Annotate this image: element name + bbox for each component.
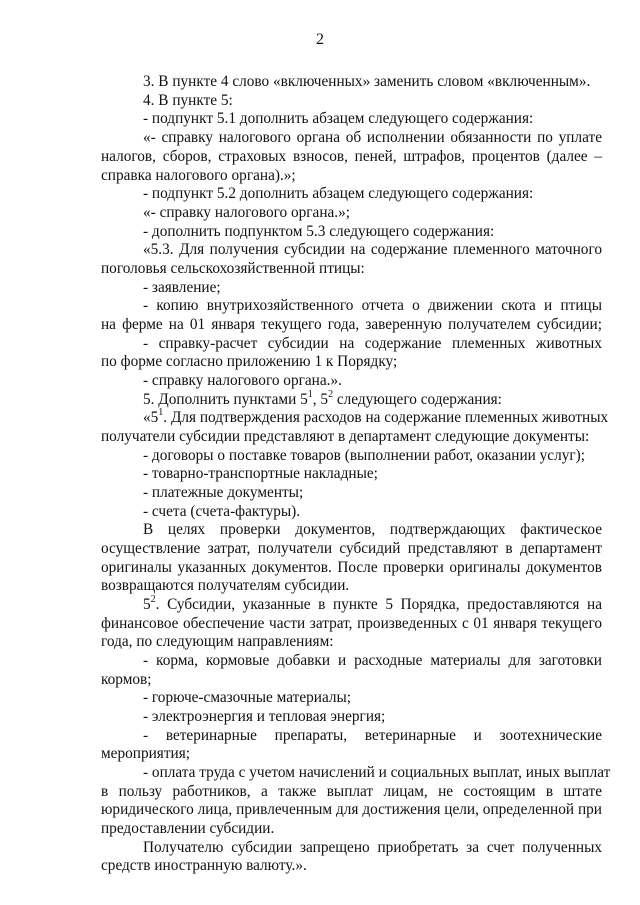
superscript: 1 [307,388,313,400]
text-line [143,204,350,222]
text-line [101,167,296,185]
line-text: средств иностранную валюту.». [101,857,307,874]
line-text: - подпункт 5.2 дополнить абзацем следующего содержания: [143,185,534,202]
line-text: - заявление; [143,279,221,296]
text-line [143,839,602,857]
line-text: осуществление затрат, получатели субсидий представляют в департамент [101,540,602,557]
line-text: - дополнить подпунктом 5.3 следующего содержания: [143,223,495,240]
line-text: 5. Дополнить пунктами 5 [143,391,308,408]
line-text: «- справку налогового органа.»; [143,204,351,221]
text-line [143,73,590,91]
line-text: В целях проверки документов, подтверждающих фактическое [143,521,602,538]
text-line [143,406,609,427]
line-text: . Для подтверждения расходов на содержание племенных животных [163,409,609,426]
line-text: кормов; [101,671,152,688]
line-text: - справку-расчет субсидии на содержание племенных животных [143,335,602,352]
text-line [143,764,610,782]
superscript: 2 [150,593,156,605]
text-line [143,297,602,315]
text-line [143,129,602,147]
text-line [101,260,365,278]
text-line [143,503,300,521]
text-line [143,92,233,110]
text-line [101,428,589,446]
text-line [143,185,533,203]
line-text: налогов, сборов, страховых взносов, пеней, штрафов, процентов (далее – [101,148,602,165]
text-line [101,353,397,371]
line-text: - справку налогового органа.». [143,372,342,389]
text-line [143,727,602,745]
line-text: - ветеринарные препараты, ветеринарные и зоотехнические [143,727,602,744]
line-text: - копию внутрихозяйственного отчета о движении скота и птицы [143,297,602,314]
text-line [143,241,602,259]
line-text: 5 [143,596,151,613]
line-text: следующего содержания: [333,391,502,408]
line-text: «- справку налогового органа об исполнении обязанности по уплате [143,129,602,146]
line-text: Получателю субсидии запрещено приобретать за счет полученных [143,839,602,856]
text-line [143,447,585,465]
text-line [143,484,303,502]
line-text: - корма, кормовые добавки и расходные материалы для заготовки [143,652,602,669]
line-text: поголовья сельскохозяйственной птицы: [101,260,365,277]
text-line [143,708,385,726]
text-line [143,652,602,670]
line-text: юридического лица, привлеченным для достижения цели, определенной при [101,801,602,818]
line-text: - платежные документы; [143,484,304,501]
line-text: 4. В пункте 5: [143,92,233,109]
text-line [101,671,152,689]
text-line [143,465,378,483]
text-line [143,689,351,707]
line-text: - товарно-транспортные накладные; [143,465,378,482]
line-text: возвращаются получателям субсидии. [101,577,350,594]
line-text: на ферме на 01 января текущего года, заверенную получателем субсидии; [101,316,602,333]
line-text: финансовое обеспечение части затрат, произведенных с 01 января текущего [101,615,602,632]
line-text: по форме согласно приложению 1 к Порядку; [101,353,398,370]
line-text: в пользу работников, а также выплат лицам, не состоящим в штате [101,783,602,800]
line-text: получатели субсидии представляют в департамент следующие документы: [101,428,590,445]
line-text: , 5 [312,391,329,408]
line-text: - оплата труда с учетом начислений и социальных выплат, иных выплат [143,764,611,781]
line-text: «5.3. Для получения субсидии на содержание племенного маточного [143,241,602,258]
text-line [101,745,190,763]
line-text: года, по следующим направлениям: [101,633,334,650]
text-line [101,316,602,334]
line-text: «5 [143,409,159,426]
text-line [101,540,602,558]
line-text: - подпункт 5.1 дополнить абзацем следующего содержания: [143,110,534,127]
page-number: 2 [316,31,324,48]
line-text: - счета (счета-фактуры). [143,503,301,520]
text-line [143,110,533,128]
text-line [101,559,602,577]
line-text: справка налогового органа).»; [101,167,296,184]
text-line [101,820,274,838]
line-text: . Субсидии, указанные в пункте 5 Порядка, предоставляются на [155,596,602,613]
line-text: - договоры о поставке товаров (выполнении работ, оказании услуг); [143,447,585,464]
superscript: 1 [158,406,164,418]
text-line [101,615,602,633]
line-text: оригиналы указанных документов. После проверки оригиналы документов [101,559,602,576]
text-line [143,593,602,614]
text-line [143,388,502,409]
text-line [101,857,307,875]
line-text: предоставлении субсидии. [101,820,275,837]
line-text: - горюче-смазочные материалы; [143,689,352,706]
line-text: - электроэнергия и тепловая энергия; [143,708,386,725]
text-line [101,577,349,595]
text-line [101,801,602,819]
text-line [143,372,342,390]
text-line [101,633,334,651]
text-line [143,279,221,297]
line-text: 3. В пункте 4 слово «включенных» заменить словом «включенным». [143,73,591,90]
text-line [143,335,602,353]
text-line [143,521,602,539]
text-line [101,148,602,166]
text-line [101,783,602,801]
superscript: 2 [328,388,334,400]
text-line [143,223,494,241]
line-text: мероприятия; [101,745,190,762]
